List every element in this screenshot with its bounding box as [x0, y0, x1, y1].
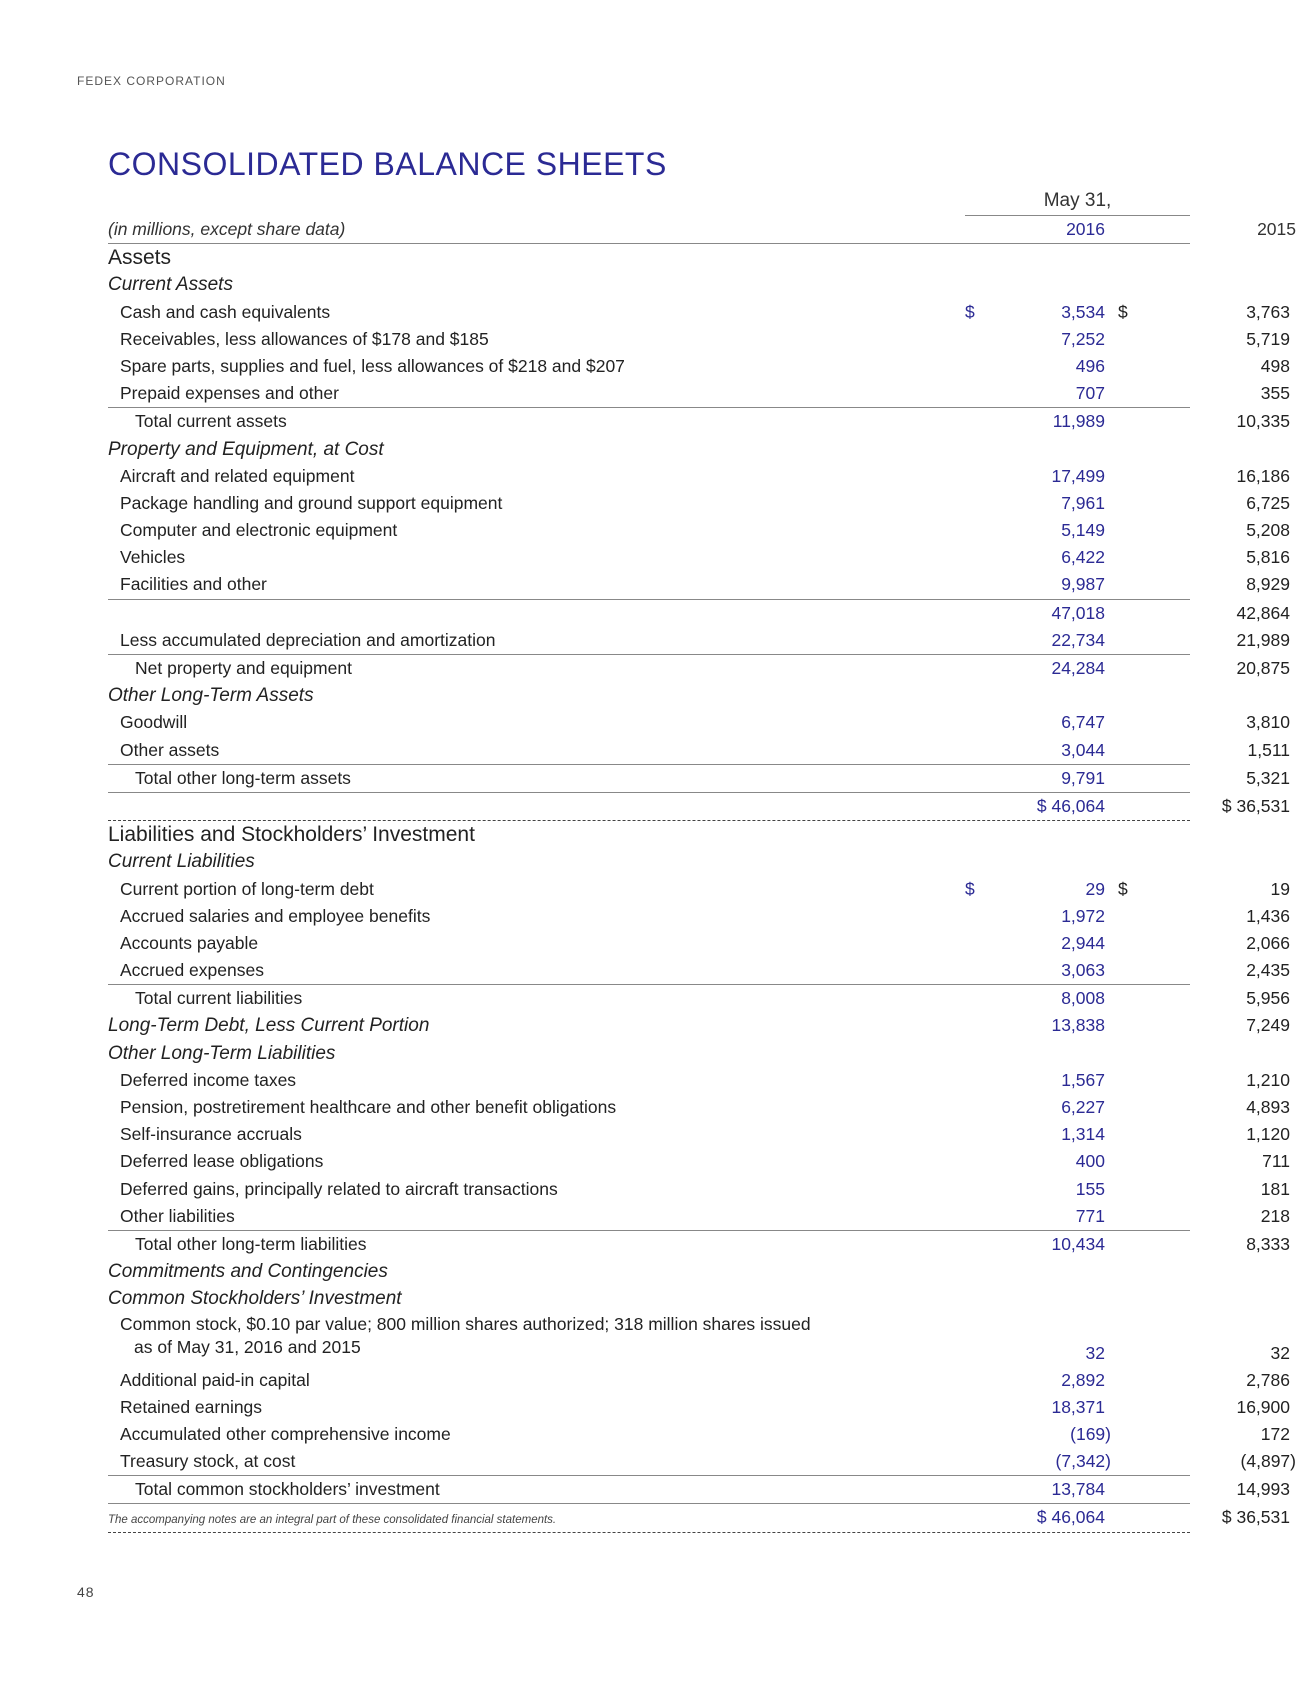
value-2016: 1,972	[1061, 905, 1105, 926]
value-2015: 6,725	[1246, 492, 1290, 513]
value-2016: 18,371	[1051, 1396, 1105, 1417]
value-2016: 771	[1075, 1205, 1105, 1226]
row-label: Net property and equipment	[135, 658, 352, 678]
value-2016: 9,987	[1061, 574, 1105, 595]
value-2015: 5,816	[1246, 547, 1290, 568]
value-2015: 5,208	[1246, 520, 1290, 541]
column-2015: 2015	[1257, 219, 1296, 239]
table-row	[108, 1448, 1296, 1475]
value-2015: 7,249	[1246, 1015, 1290, 1036]
row-label: Less accumulated depreciation and amortization	[120, 629, 496, 650]
table-row	[108, 299, 1290, 326]
value-2016: 3,063	[1061, 960, 1105, 981]
row-label: Other Long-Term Liabilities	[108, 1042, 336, 1064]
table-row	[108, 1148, 1290, 1175]
table-row	[108, 682, 1190, 709]
table-row	[108, 1176, 1290, 1203]
row-label-line1: Common stock, $0.10 par value; 800 million shares authorized; 318 million shares issued	[120, 1313, 811, 1334]
table-row	[108, 1094, 1290, 1121]
value-2015: 8,333	[1246, 1233, 1290, 1254]
value-2016: 11,989	[1052, 411, 1105, 432]
row-label: Other Long-Term Assets	[108, 685, 314, 707]
value-2016: 496	[1075, 355, 1105, 376]
value-2015: 5,956	[1246, 988, 1290, 1009]
table-row	[108, 654, 1290, 682]
value-2016: 707	[1075, 383, 1105, 404]
row-label	[120, 1313, 811, 1359]
value-2016: 6,227	[1061, 1097, 1105, 1117]
value-2015: 498	[1260, 355, 1290, 376]
row-label: Accrued expenses	[120, 960, 264, 981]
value-2015: 218	[1260, 1205, 1290, 1226]
row-label: Liabilities and Stockholders’ Investment	[108, 823, 475, 847]
value-2016: (169)	[1070, 1423, 1111, 1444]
value-2016: 3,534	[1061, 301, 1105, 322]
value-2015: $ 36,531	[1221, 1507, 1290, 1528]
page-title: CONSOLIDATED BALANCE SHEETS	[108, 146, 667, 182]
unit-note: (in millions, except share data)	[108, 219, 346, 239]
table-row	[108, 1203, 1290, 1230]
table-row	[108, 930, 1290, 957]
value-2016: $ 46,064	[1036, 795, 1105, 816]
table-row	[108, 627, 1290, 654]
footnote: The accompanying notes are an integral part of these consolidated financial statements.	[108, 1514, 557, 1526]
period-label: May 31,	[1043, 190, 1112, 211]
row-label: Current portion of long-term debt	[120, 878, 374, 899]
column-header-row	[108, 216, 1296, 244]
value-2016: 5,149	[1061, 520, 1105, 541]
value-2016: 3,044	[1061, 739, 1105, 760]
row-label: Total other long-term liabilities	[135, 1233, 367, 1254]
row-label: Retained earnings	[120, 1396, 263, 1417]
table-row	[108, 571, 1290, 598]
page-number: 48	[77, 1584, 95, 1600]
value-2016: $ 46,064	[1036, 1507, 1105, 1528]
table-row	[108, 1012, 1290, 1039]
row-label: Package handling and ground support equipment	[120, 492, 503, 513]
value-2015: 1,436	[1246, 905, 1290, 926]
row-label: Goodwill	[120, 712, 188, 733]
row-label: Cash and cash equivalents	[120, 301, 331, 322]
value-2016: 6,422	[1061, 547, 1105, 568]
table-row	[108, 1367, 1290, 1394]
value-2015: 16,900	[1236, 1396, 1290, 1417]
value-2016: 13,784	[1051, 1479, 1105, 1500]
period-header	[108, 184, 1190, 216]
table-row	[108, 326, 1290, 353]
value-2016: 24,284	[1051, 658, 1105, 678]
value-2015: 2,066	[1246, 932, 1290, 953]
value-2015: 355	[1260, 383, 1290, 404]
row-label: Total common stockholders’ investment	[135, 1479, 440, 1500]
row-label: Spare parts, supplies and fuel, less allowances of $218 and $207	[120, 355, 625, 376]
value-2015: 1,120	[1246, 1124, 1290, 1145]
row-label: Total current liabilities	[135, 988, 303, 1009]
company-name: FEDEX CORPORATION	[77, 74, 226, 88]
value-2016: 7,961	[1061, 492, 1105, 513]
row-label: Computer and electronic equipment	[120, 520, 398, 541]
table-row	[108, 353, 1290, 380]
value-2015: $ 36,531	[1221, 795, 1290, 816]
table-row	[108, 1040, 1190, 1067]
value-2015: 4,893	[1246, 1097, 1290, 1117]
row-label: Receivables, less allowances of $178 and $185	[120, 328, 489, 349]
value-2015: 3,763	[1246, 301, 1290, 322]
value-2016: 9,791	[1061, 767, 1105, 788]
row-label: Pension, postretirement healthcare and other benefit obligations	[120, 1097, 617, 1117]
table-row	[108, 737, 1290, 764]
value-2016: 29	[1085, 878, 1105, 899]
value-2015: (4,897)	[1240, 1451, 1296, 1472]
value-2016: 10,434	[1051, 1233, 1105, 1254]
table-row	[108, 517, 1290, 544]
row-label: Other liabilities	[120, 1205, 235, 1226]
value-2015: 16,186	[1236, 465, 1290, 486]
value-2015: 181	[1260, 1178, 1290, 1199]
row-label: Common Stockholders’ Investment	[108, 1288, 402, 1310]
column-2016: 2016	[1066, 219, 1105, 239]
value-2016: (7,342)	[1055, 1451, 1111, 1472]
value-2016: 32	[1085, 1342, 1105, 1363]
table-row	[108, 436, 1190, 463]
value-2015: 19	[1270, 878, 1290, 899]
row-label-line2: as of May 31, 2016 and 2015	[134, 1336, 361, 1357]
row-label: Other assets	[120, 739, 220, 760]
row-label: Deferred gains, principally related to aircraft transactions	[120, 1178, 558, 1199]
table-row	[108, 903, 1290, 930]
value-2016: 2,892	[1061, 1369, 1105, 1390]
row-label: Accounts payable	[120, 932, 259, 953]
currency-2016: $	[965, 301, 975, 322]
value-2016: 8,008	[1061, 988, 1105, 1009]
row-label: Total current assets	[135, 411, 287, 432]
row-label: Aircraft and related equipment	[120, 465, 355, 486]
table-row	[108, 848, 1190, 875]
value-2015: 5,719	[1246, 328, 1290, 349]
value-2015: 32	[1270, 1342, 1290, 1363]
row-label: Current Assets	[108, 274, 233, 296]
row-label: Total other long-term assets	[135, 767, 351, 788]
currency-2016: $	[965, 878, 975, 899]
value-2016: 1,567	[1061, 1069, 1105, 1090]
value-2015: 10,335	[1236, 411, 1290, 432]
value-2015: 14,993	[1236, 1479, 1290, 1500]
table-row	[108, 1258, 1190, 1285]
value-2015: 1,210	[1246, 1069, 1290, 1090]
row-label: Deferred lease obligations	[120, 1151, 324, 1172]
table-row	[108, 957, 1290, 984]
value-2016: 2,944	[1061, 932, 1105, 953]
table-row	[108, 764, 1290, 792]
table-row	[108, 1421, 1290, 1448]
table-row	[108, 984, 1290, 1012]
value-2016: 17,499	[1051, 465, 1105, 486]
value-2015: 20,875	[1236, 658, 1290, 678]
table-row	[108, 1394, 1290, 1421]
table-row	[108, 544, 1290, 571]
table-row	[108, 380, 1290, 407]
value-2015: 711	[1262, 1151, 1290, 1172]
row-label: Deferred income taxes	[120, 1069, 297, 1090]
row-label: Commitments and Contingencies	[108, 1261, 388, 1283]
row-label: Additional paid-in capital	[120, 1369, 310, 1390]
value-2015: 42,864	[1236, 602, 1290, 623]
table-row	[108, 1313, 1290, 1367]
value-2016: 47,018	[1051, 602, 1105, 623]
row-label: Accrued salaries and employee benefits	[120, 905, 431, 926]
table-row	[108, 1230, 1290, 1258]
table-row	[108, 407, 1290, 435]
row-label: Assets	[108, 246, 172, 270]
currency-2015: $	[1118, 878, 1128, 899]
table-row	[108, 821, 1190, 848]
row-label: Facilities and other	[120, 574, 267, 595]
value-2015: 5,321	[1246, 767, 1290, 788]
row-label: Accumulated other comprehensive income	[120, 1423, 451, 1444]
row-label: Vehicles	[120, 547, 186, 568]
value-2016: 400	[1075, 1151, 1105, 1172]
row-label: Self-insurance accruals	[120, 1124, 302, 1145]
value-2015: 21,989	[1236, 629, 1290, 650]
table-row	[108, 1475, 1290, 1503]
table-body	[108, 244, 1296, 1532]
table-row	[108, 1121, 1290, 1148]
table-row	[108, 709, 1290, 736]
table-row	[108, 1067, 1290, 1094]
value-2016: 13,838	[1051, 1015, 1105, 1036]
row-label: Prepaid expenses and other	[120, 383, 339, 404]
table-row	[108, 271, 1190, 298]
table-row	[108, 490, 1290, 517]
table-row	[108, 792, 1290, 821]
value-2015: 3,810	[1246, 712, 1290, 733]
value-2015: 8,929	[1246, 574, 1290, 595]
row-label: Long-Term Debt, Less Current Portion	[108, 1015, 430, 1037]
value-2016: 1,314	[1061, 1124, 1105, 1145]
value-2015: 1,511	[1247, 739, 1290, 760]
table-row	[108, 244, 1190, 271]
value-2015: 2,435	[1246, 960, 1290, 981]
row-label: Current Liabilities	[108, 851, 255, 873]
row-label: Property and Equipment, at Cost	[108, 438, 384, 460]
balance-sheet-table	[108, 184, 1296, 1533]
row-label: Treasury stock, at cost	[120, 1451, 296, 1472]
value-2016: 22,734	[1051, 629, 1105, 650]
table-row	[108, 876, 1290, 903]
value-2016: 6,747	[1061, 712, 1105, 733]
table-row	[108, 1285, 1190, 1312]
value-2016: 155	[1075, 1178, 1105, 1199]
table-row	[108, 599, 1290, 627]
value-2015: 172	[1260, 1423, 1290, 1444]
currency-2015: $	[1118, 301, 1128, 322]
value-2016: 7,252	[1061, 328, 1105, 349]
table-row	[108, 463, 1290, 490]
value-2015: 2,786	[1246, 1369, 1290, 1390]
